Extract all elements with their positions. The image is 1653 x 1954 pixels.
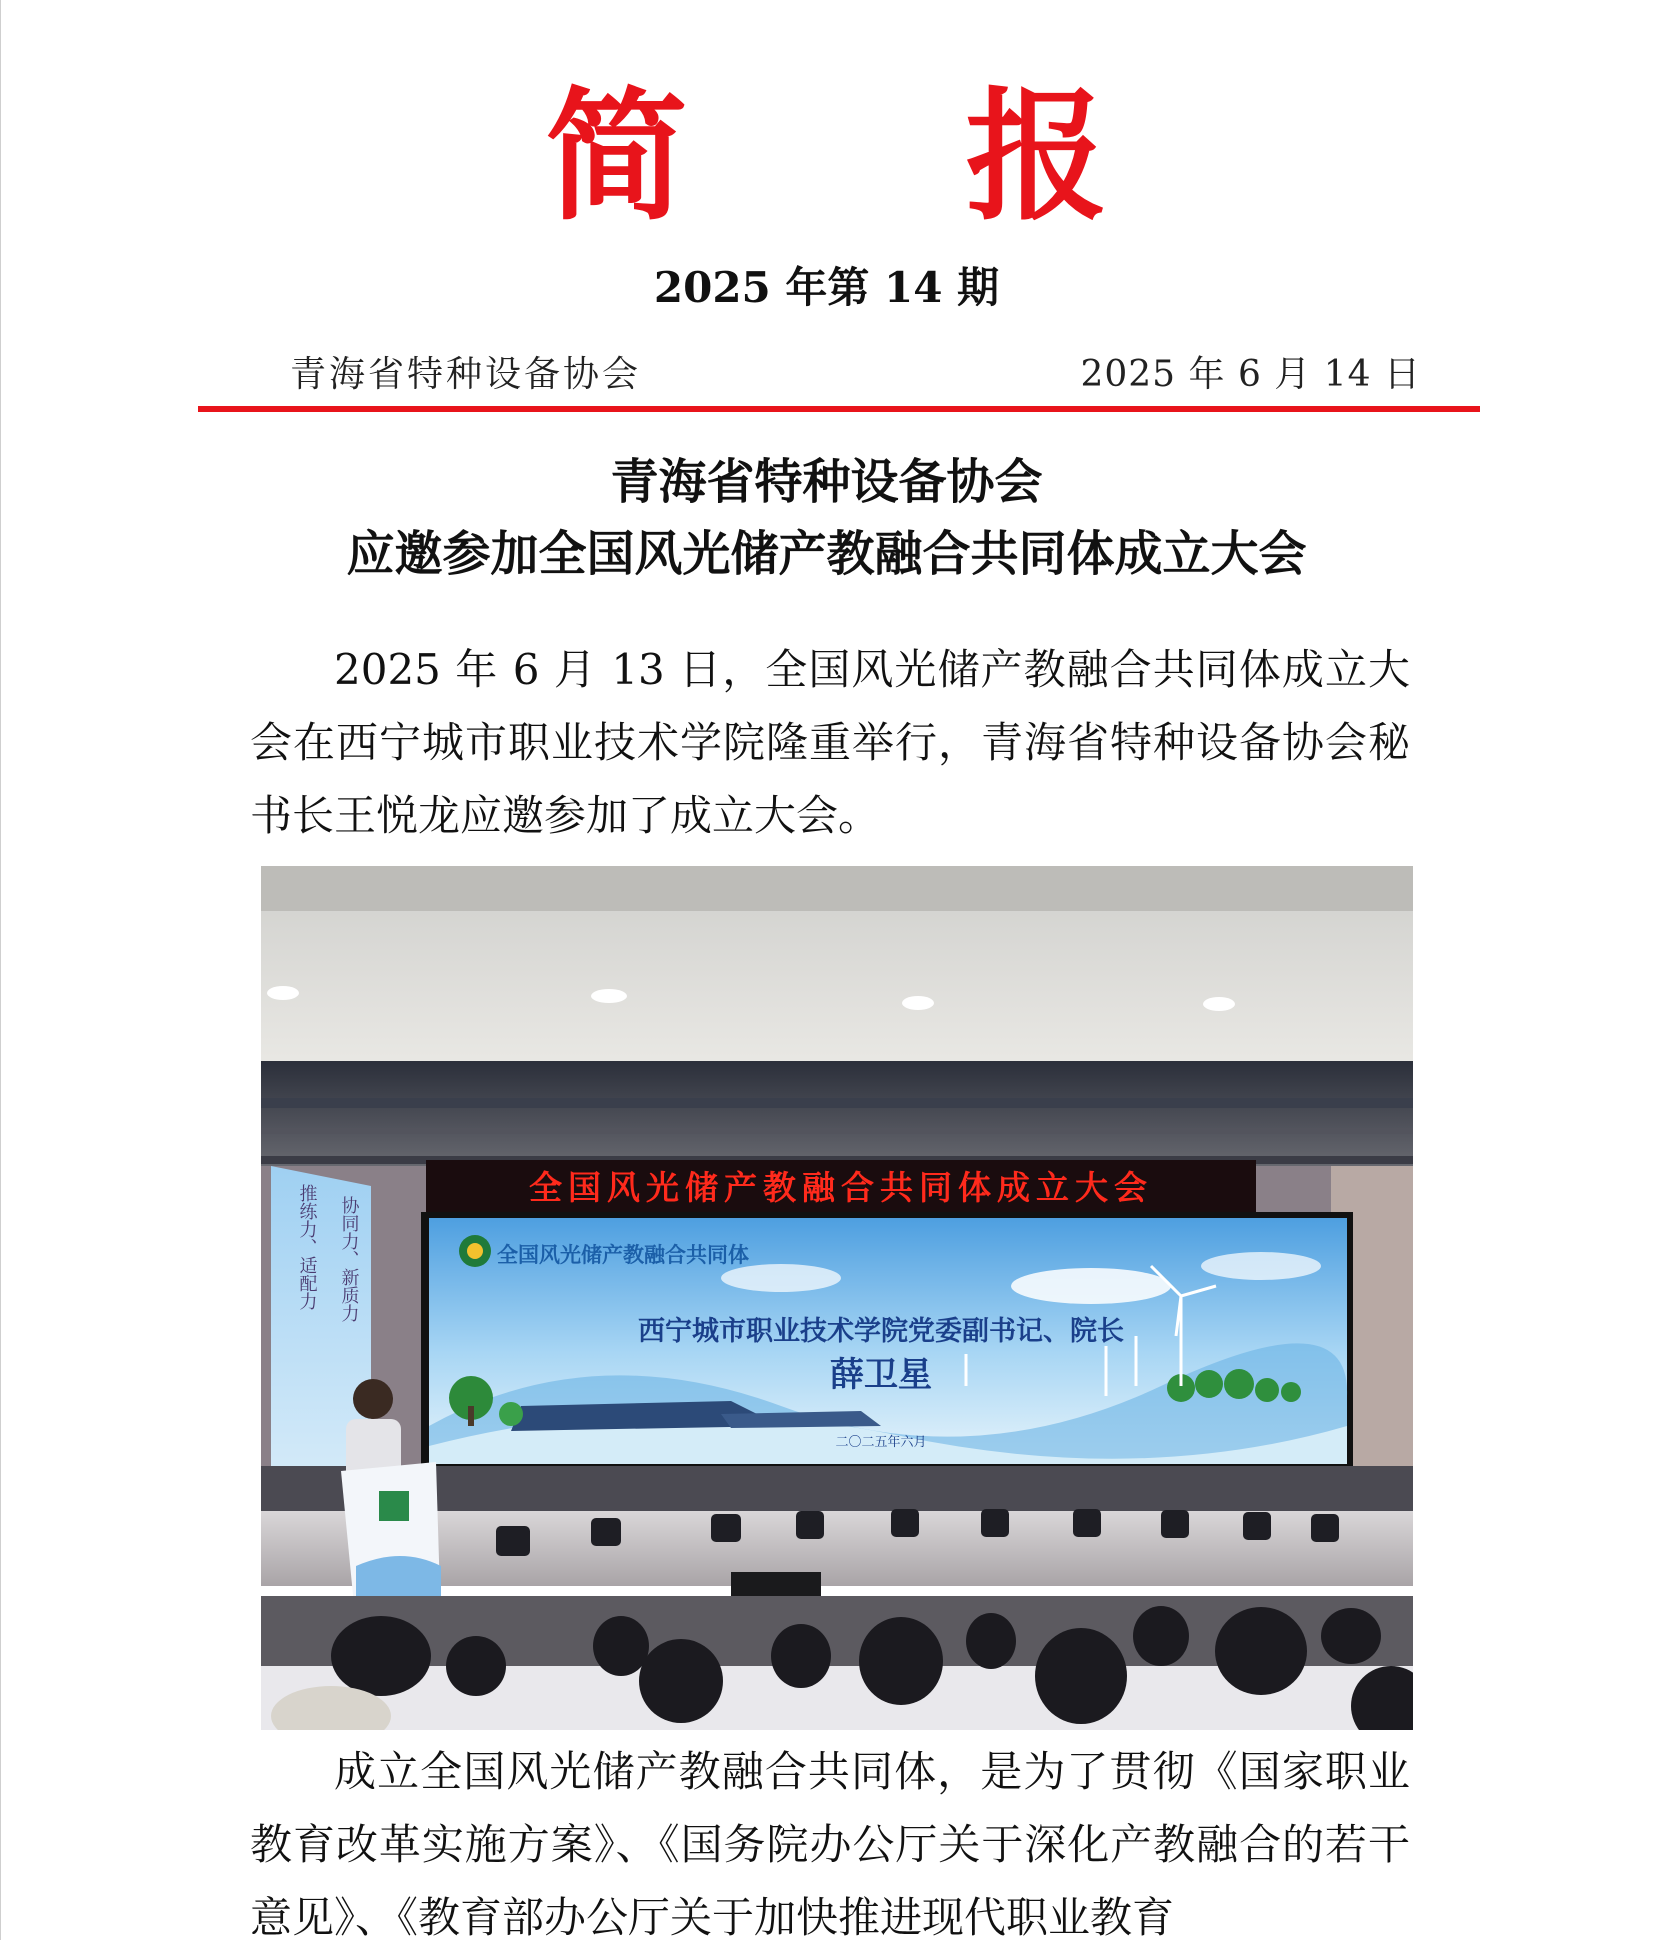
publisher-name: 青海省特种设备协会 (290, 354, 642, 395)
screen-name-text: 薛卫星 (830, 1355, 932, 1395)
publish-date: 2025 年 6 月 14 日 (1080, 354, 1421, 395)
paragraph-1: 2025 年 6 月 13 日，全国风光储产教融合共同体成立大会在西宁城市职业技术学院隆重举行，青海省特种设备协会秘书长王悦龙应邀参加了成立大会。 (250, 645, 1410, 840)
masthead-char-1: 简 (545, 75, 688, 240)
red-divider-rule (198, 406, 1480, 412)
article-headline (0, 446, 1653, 590)
event-photo (261, 866, 1413, 1730)
screen-title-text: 西宁城市职业技术学院党委副书记、院长 (638, 1316, 1124, 1347)
screen-logo-text: 全国风光储产教融合共同体 (497, 1243, 749, 1267)
side-screen-col-2: 推练力、适配力 (296, 1184, 318, 1310)
side-screen-col-1: 协同力、新质力 (338, 1196, 360, 1322)
screen-date-text: 二〇二五年六月 (835, 1435, 927, 1450)
led-banner-text: 全国风光储产教融合共同体成立大会 (529, 1168, 1153, 1207)
paragraph-2: 成立全国风光储产教融合共同体，是为了贯彻《国家职业教育改革实施方案》、《国务院办公厅关于深化产教融合的若干意见》、《教育部办公厅关于加快推进现代职业教育 (250, 1747, 1410, 1942)
headline-line-2: 应邀参加全国风光储产教融合共同体成立大会 (346, 526, 1307, 582)
headline-line-1: 青海省特种设备协会 (610, 454, 1043, 510)
masthead-char-2: 报 (965, 75, 1108, 240)
masthead-title (0, 75, 1653, 240)
issue-number: 2025 年第 14 期 (653, 263, 1000, 312)
